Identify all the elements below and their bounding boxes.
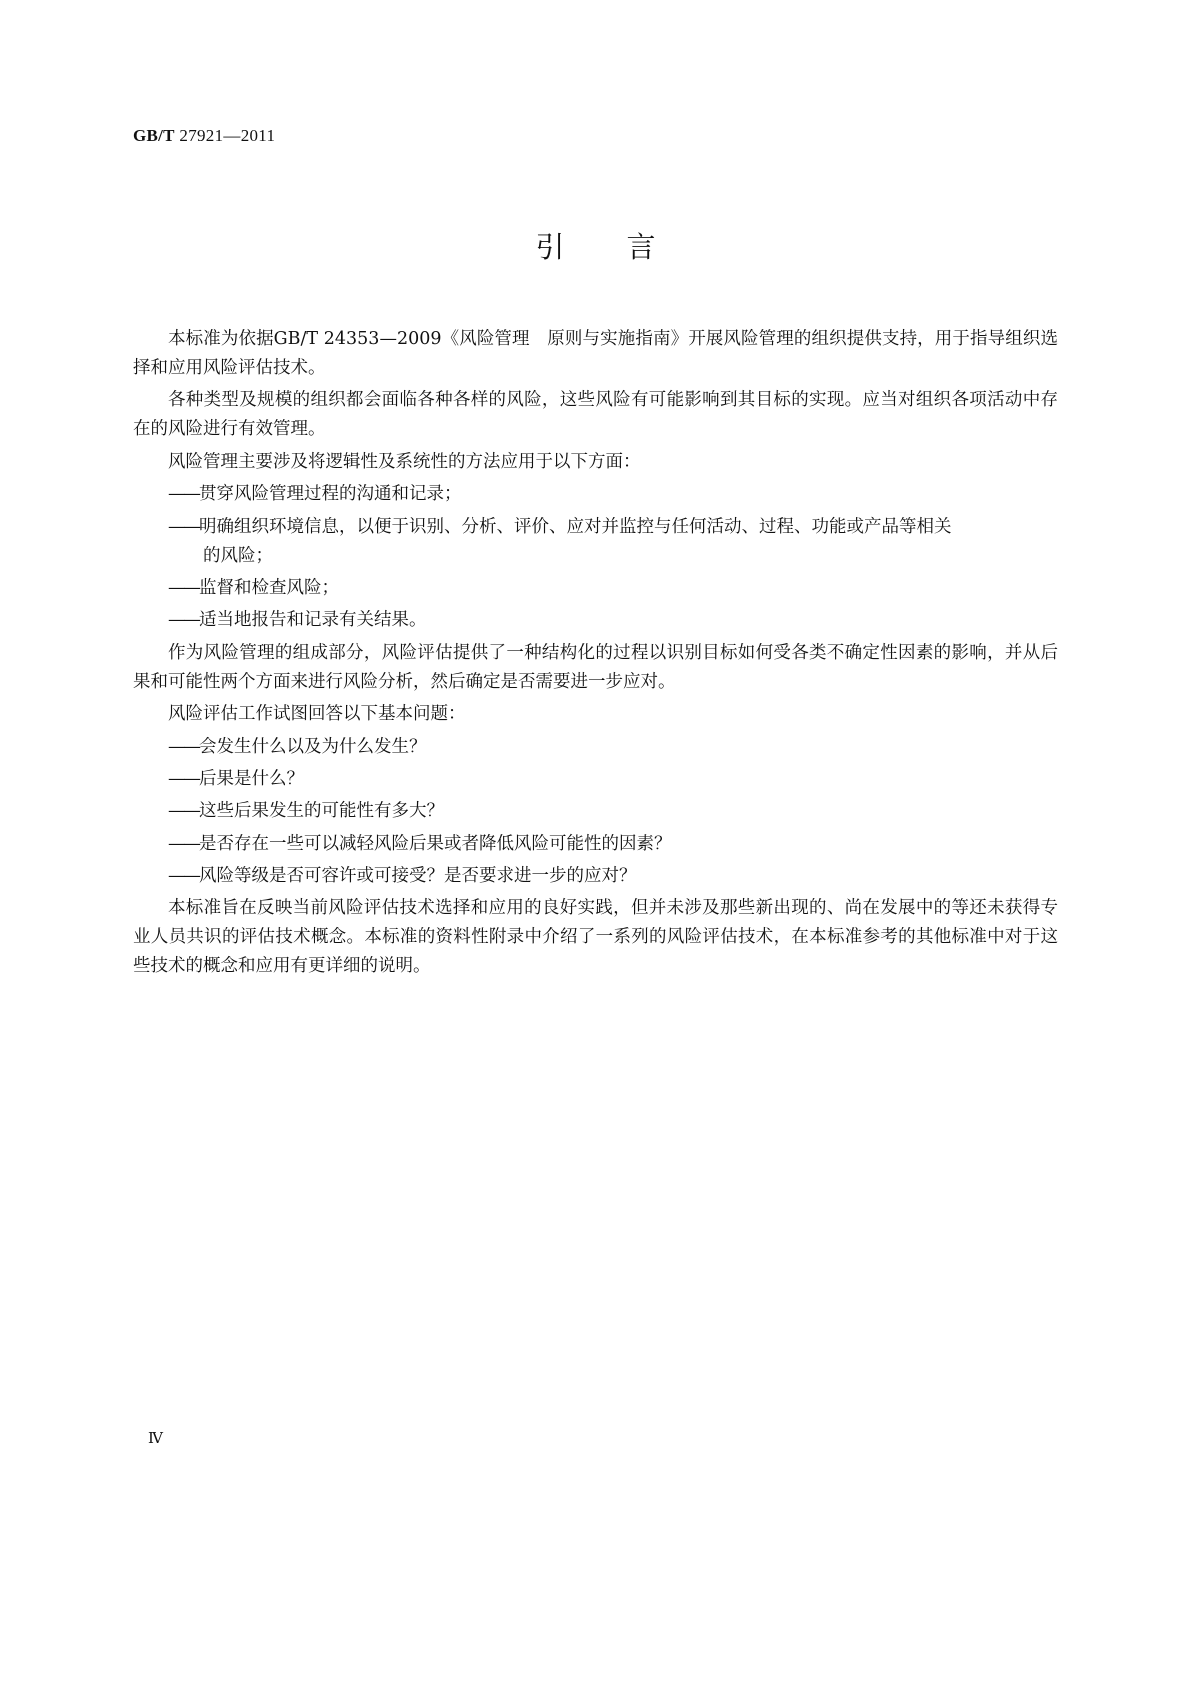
standard-number: 27921—2011 [179, 126, 276, 145]
paragraph-2: 各种类型及规模的组织都会面临各种各样的风险，这些风险有可能影响到其目标的实现。应当对组织各项活动中存在的风险进行有效管理。 [133, 390, 1058, 440]
list-item [133, 574, 1058, 603]
standard-code [133, 126, 275, 146]
list-item [133, 830, 1058, 859]
page-number: Ⅳ [148, 1431, 163, 1447]
list-item [133, 797, 1058, 826]
list-item [133, 733, 1058, 762]
paragraph-6: 本标准旨在反映当前风险评估技术选择和应用的良好实践，但并未涉及那些新出现的、尚在发展中的等还未获得专业人员共识的评估技术概念。本标准的资料性附录中介绍了一系列的风险评估技术，在本标准参考的其他标准中对于这些技术的概念和应用有更详细的说明。 [133, 898, 1058, 977]
list-item-text: 适当地报告和记录有关结果。 [199, 610, 427, 631]
title-char-2: 言 [626, 230, 656, 264]
list-item [133, 513, 1058, 542]
list-item-text: 明确组织环境信息，以便于识别、分析、评价、应对并监控与任何活动、过程、功能或产品等相关 [199, 516, 952, 537]
list-item-text: 是否存在一些可以减轻风险后果或者降低风险可能性的因素？ [199, 833, 672, 854]
list-item-text: 这些后果发生的可能性有多大？ [199, 801, 444, 822]
list-item-text: 风险等级是否可容许或可接受？是否要求进一步的应对？ [199, 866, 637, 887]
dash-marker: —— [168, 610, 199, 631]
paragraph-3: 风险管理主要涉及将逻辑性及系统性的方法应用于以下方面： [168, 451, 641, 472]
list-item-text: 会发生什么以及为什么发生？ [199, 736, 427, 757]
list-item [133, 765, 1058, 794]
page-title [0, 225, 1191, 266]
standard-prefix: GB/T [133, 126, 175, 145]
dash-marker: —— [168, 833, 199, 854]
introduction-body [133, 325, 1058, 985]
dash-marker: —— [168, 768, 199, 789]
dash-marker: —— [168, 866, 199, 887]
list-item [133, 606, 1058, 635]
dash-marker: —— [168, 577, 199, 598]
list-item-text: 监督和检查风险； [199, 577, 339, 598]
list-item-text: 贯穿风险管理过程的沟通和记录； [199, 484, 462, 505]
paragraph-4: 作为风险管理的组成部分，风险评估提供了一种结构化的过程以识别目标如何受各类不确定性因素的影响，并从后果和可能性两个方面来进行风险分析，然后确定是否需要进一步应对。 [133, 642, 1058, 692]
paragraph-1: 本标准为依据GB/T 24353—2009《风险管理 原则与实施指南》开展风险管理的组织提供支持，用于指导组织选择和应用风险评估技术。 [133, 329, 1058, 378]
dash-marker: —— [168, 801, 199, 822]
dash-marker: —— [168, 516, 199, 537]
title-char-1: 引 [535, 230, 565, 264]
list-item-text: 后果是什么？ [199, 768, 304, 789]
list-item [133, 480, 1058, 509]
dash-marker: —— [168, 736, 199, 757]
list-item-continuation: 的风险； [203, 545, 273, 566]
list-item [133, 862, 1058, 891]
dash-marker: —— [168, 484, 199, 505]
paragraph-5: 风险评估工作试图回答以下基本问题： [168, 704, 466, 725]
